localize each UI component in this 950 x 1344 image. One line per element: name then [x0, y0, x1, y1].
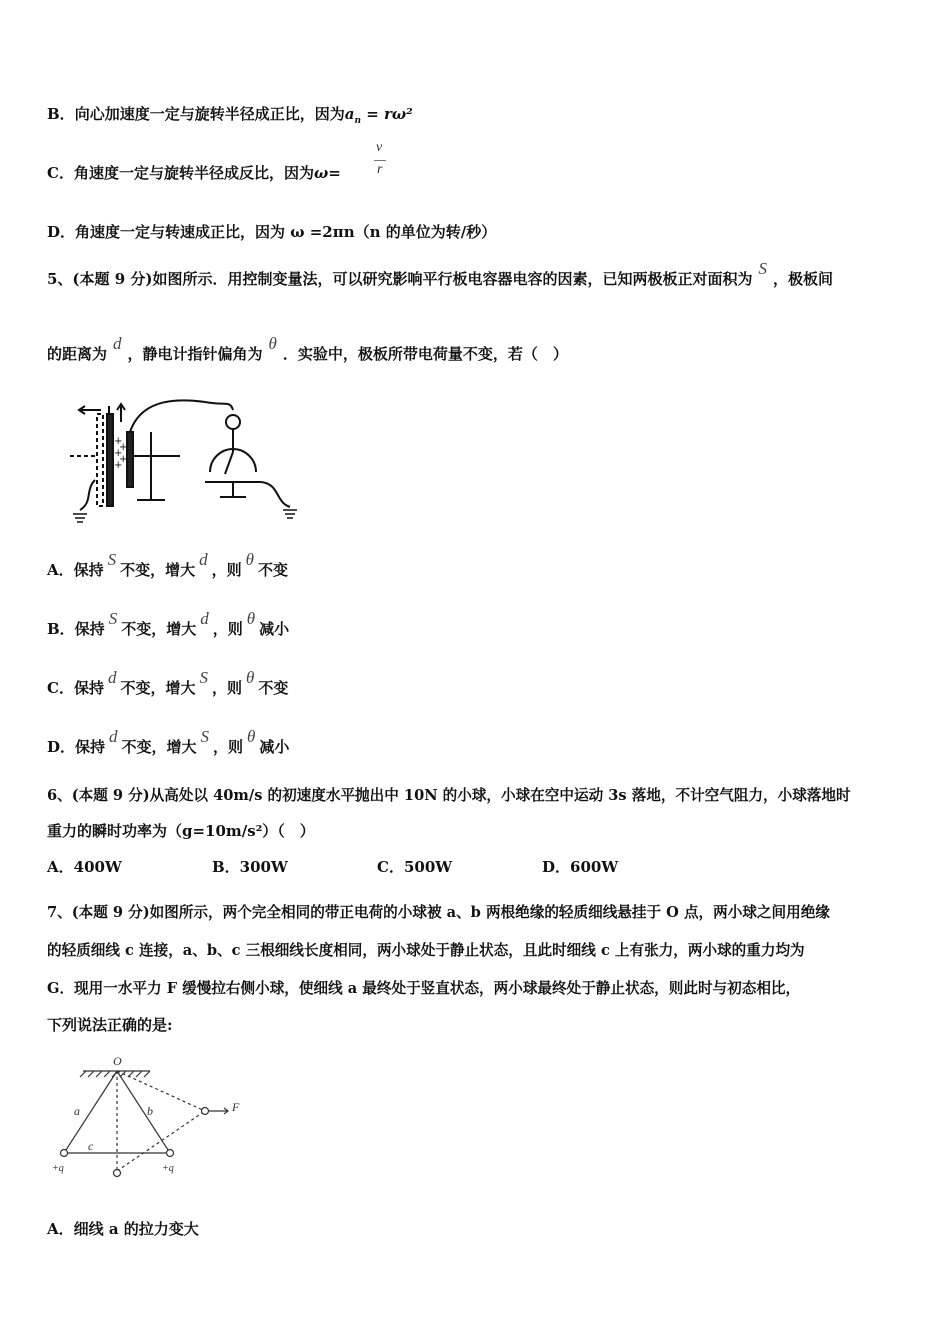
- option-text: 不变，增大: [121, 620, 197, 638]
- pendulum-figure: [50, 1053, 260, 1183]
- q6-line2: 重力的瞬时功率为（g=10m/s²）（ ）: [47, 822, 315, 840]
- option-label: D．保持: [47, 738, 106, 756]
- symbol: d: [107, 668, 117, 687]
- question-text: 5、(本题 9 分)如图所示．用控制变量法，可以研究影响平行板电容器电容的因素，已知两极板正对面积为: [47, 270, 753, 288]
- symbol-d: d: [113, 334, 122, 353]
- option-text: 角速度一定与旋转半径成反比，因为: [73, 164, 314, 182]
- symbol: θ: [246, 609, 256, 628]
- option-label: C．保持: [47, 679, 104, 697]
- label-c: c: [88, 1139, 94, 1153]
- q7-option-a: A．细线 a 的拉力变大: [47, 1220, 199, 1238]
- option-label: D．: [47, 223, 76, 241]
- formula-sub: n: [354, 116, 361, 126]
- option-b: [47, 103, 413, 126]
- option-text: 角速度一定与转速成正比，因为 ω =2πn（n 的单位为转/秒）: [75, 223, 497, 241]
- option-label: C．: [47, 164, 74, 182]
- symbol: S: [200, 727, 210, 746]
- option-text: 不变: [258, 679, 289, 697]
- question-text: ，静电计指针偏角为: [127, 345, 263, 363]
- formula-omega: ω=: [313, 164, 341, 182]
- q5-line1: [47, 259, 834, 289]
- q6-option-a: A．400W: [47, 858, 122, 876]
- option-label: B．保持: [47, 620, 105, 638]
- svg-text:+: +: [114, 448, 123, 459]
- question-text: ．实验中，极板所带电荷量不变，若（ ）: [282, 345, 568, 363]
- symbol-theta: θ: [268, 334, 277, 353]
- q6-line1: 6、(本题 9 分)从高处以 40m/s 的初速度水平抛出中 10N 的小球，小球在空中运动 3s 落地，不计空气阻力，小球落地时: [47, 787, 851, 804]
- label-O: O: [113, 1054, 122, 1068]
- option-c: [47, 162, 341, 183]
- svg-text:+: +: [114, 460, 123, 471]
- q6-option-c: C．500W: [377, 858, 453, 876]
- svg-text:+: +: [119, 454, 128, 465]
- option-text: ，则: [211, 679, 242, 697]
- option-text: 不变，增大: [120, 679, 196, 697]
- capacitor-figure: [65, 392, 310, 527]
- symbol: d: [199, 550, 208, 569]
- option-text: ，则: [212, 620, 243, 638]
- symbol: d: [200, 609, 209, 628]
- fraction-denominator: r: [377, 162, 383, 177]
- formula-rhs: rω²: [384, 105, 413, 123]
- symbol: θ: [245, 668, 255, 687]
- option-text: 不变，增大: [121, 738, 197, 756]
- question-text: ，极板间: [773, 270, 834, 288]
- option-text: 不变: [258, 561, 289, 579]
- svg-text:+: +: [114, 436, 123, 447]
- symbol-S: S: [758, 259, 768, 278]
- option-text: 减小: [259, 738, 290, 756]
- q5-option-d: [47, 727, 290, 757]
- q5-option-c: [47, 668, 289, 698]
- q7-line4: 下列说法正确的是:: [47, 1016, 173, 1034]
- q6-option-b: B．300W: [212, 858, 288, 876]
- q5-option-b: [47, 609, 290, 639]
- q5-line2: [47, 334, 568, 364]
- symbol: θ: [245, 550, 255, 569]
- formula-a: a: [344, 105, 355, 123]
- svg-text:+: +: [119, 442, 128, 453]
- question-text: 的距离为: [47, 345, 108, 363]
- label-a: a: [74, 1104, 80, 1118]
- fraction-bar: [374, 160, 386, 161]
- q7-line2: 的轻质细线 c 连接，a、b、c 三根细线长度相同，两小球处于静止状态，且此时细线 c 上有张力，两小球的重力均为: [47, 942, 805, 959]
- label-b: b: [147, 1104, 153, 1118]
- option-label: B．: [47, 105, 75, 123]
- symbol: θ: [247, 727, 256, 746]
- label-F: F: [232, 1100, 240, 1114]
- q7-line1: 7、(本题 9 分)如图所示，两个完全相同的带正电荷的小球被 a、b 两根绝缘的轻质细线悬挂于 O 点，两小球之间用绝缘: [47, 904, 830, 921]
- label-q-right: +q: [162, 1163, 174, 1174]
- q6-option-d: D．600W: [542, 858, 619, 876]
- option-text: 减小: [259, 620, 290, 638]
- symbol: S: [199, 668, 208, 687]
- symbol: d: [109, 727, 118, 746]
- option-text: 不变，增大: [120, 561, 196, 579]
- q7-line3: G．现用一水平力 F 缓慢拉右侧小球，使细线 a 最终处于竖直状态，两小球最终处于静止状态，则此时与初态相比，: [47, 980, 801, 997]
- formula-eq: =: [360, 105, 384, 123]
- option-d: [47, 221, 496, 242]
- symbol: S: [108, 609, 118, 628]
- fraction-numerator: v: [376, 140, 383, 155]
- option-label: A．保持: [47, 561, 104, 579]
- option-text: 向心加速度一定与旋转半径成正比，因为: [74, 105, 345, 123]
- option-text: ，则: [213, 738, 244, 756]
- label-q-left: +q: [52, 1163, 64, 1174]
- symbol: S: [107, 550, 117, 569]
- q5-option-a: [47, 550, 289, 580]
- option-text: ，则: [211, 561, 242, 579]
